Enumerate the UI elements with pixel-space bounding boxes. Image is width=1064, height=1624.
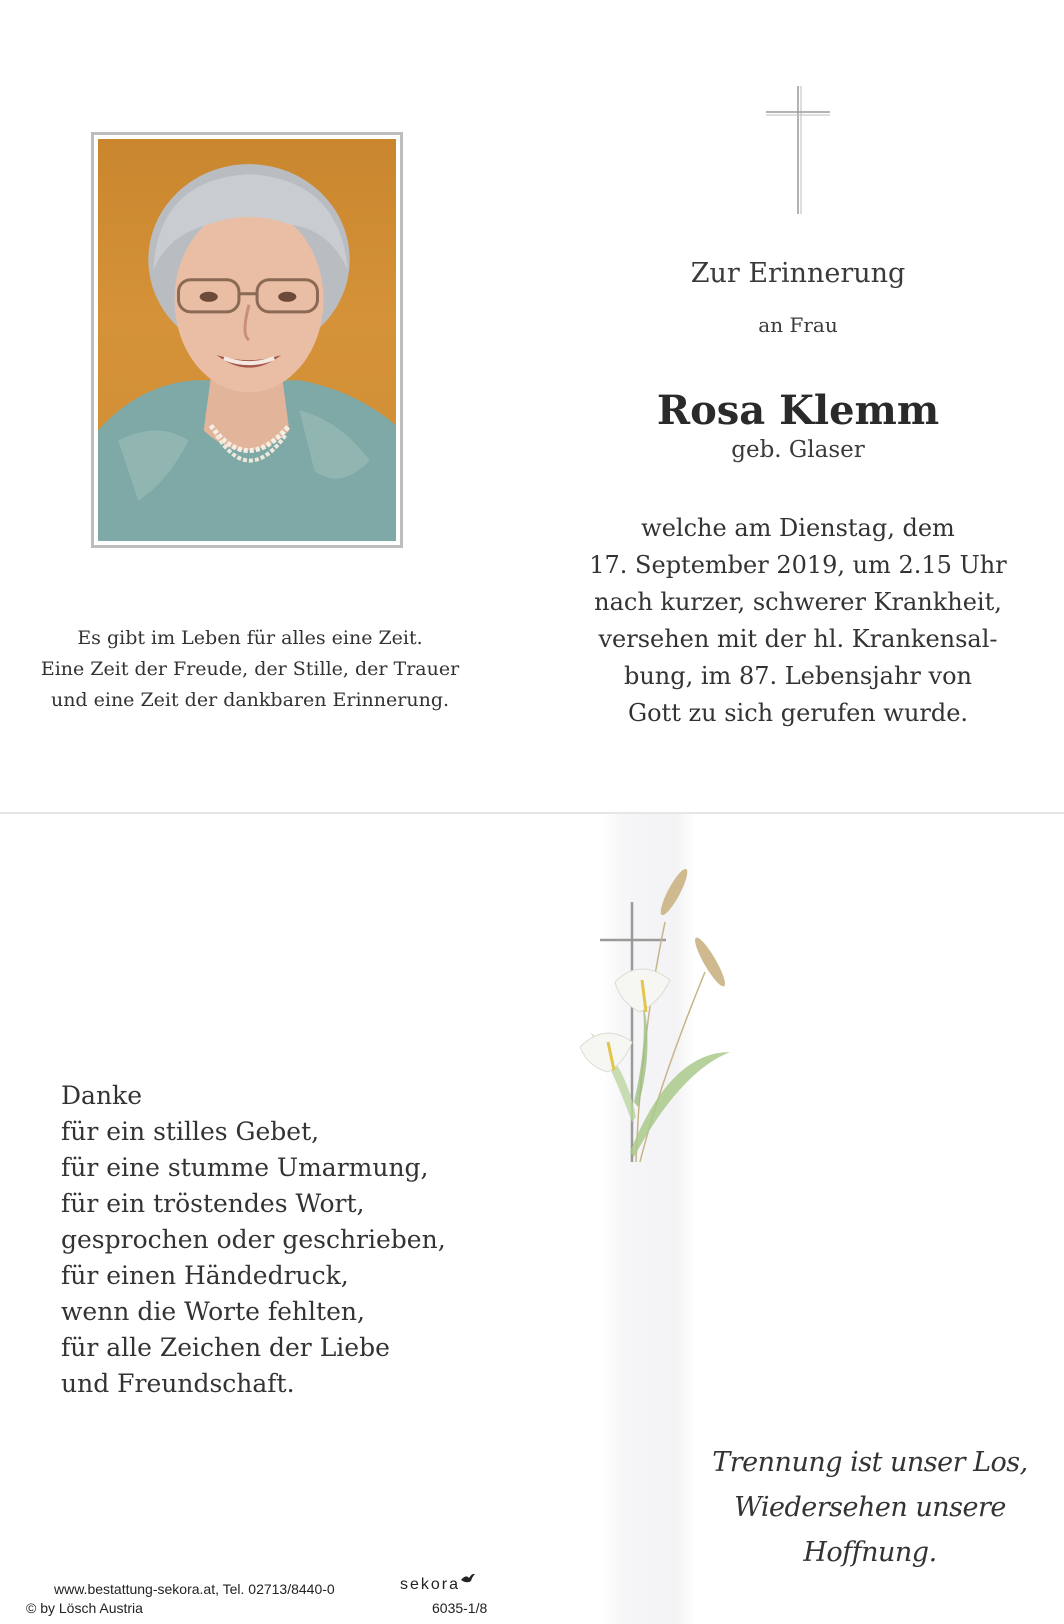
bird-icon (460, 1572, 476, 1586)
product-code: 6035-1/8 (432, 1600, 488, 1616)
cross-icon (766, 86, 830, 214)
deceased-name: Rosa Klemm (656, 387, 940, 434)
copyright: © by Lösch Austria (26, 1600, 143, 1616)
memory-title: Zur Erinnerung (690, 258, 906, 289)
motto (690, 1440, 1050, 1575)
portrait-illustration (98, 139, 396, 541)
portrait-photo (98, 139, 396, 541)
thanks-line: und Freundschaft. (61, 1369, 295, 1398)
footer-contact: www.bestattung-sekora.at, Tel. 02713/8440-0 (54, 1581, 335, 1597)
obituary-line: versehen mit der hl. Krankensal- (598, 625, 998, 653)
thanks-line: für eine stumme Umarmung, (61, 1153, 429, 1182)
obituary-line: Gott zu sich gerufen wurde. (627, 699, 969, 727)
memory-subtitle: an Frau (758, 313, 838, 337)
thanks-line: gesprochen oder geschrieben, (61, 1225, 446, 1254)
quote-line: Es gibt im Leben für alles eine Zeit. (77, 627, 423, 649)
thanks-line: wenn die Worte fehlten, (61, 1297, 365, 1326)
thanks-poem (61, 1078, 481, 1402)
thanks-line: für einen Händedruck, (61, 1261, 349, 1290)
fold-divider (0, 812, 1064, 814)
life-quote (30, 623, 470, 716)
birth-name: geb. Glaser (731, 437, 865, 463)
obituary-line: welche am Dienstag, dem (641, 514, 955, 542)
obituary-line: bung, im 87. Lebensjahr von (623, 662, 972, 690)
portrait-frame (91, 132, 403, 548)
motto-line: Trennung ist unser Los, (712, 1447, 1028, 1478)
thanks-line: für ein tröstendes Wort, (61, 1189, 365, 1218)
thanks-line: für ein stilles Gebet, (61, 1117, 320, 1146)
lily-cross-icon (570, 862, 750, 1182)
quote-line: und eine Zeit der dankbaren Erinnerung. (50, 689, 450, 711)
obituary-text (580, 510, 1016, 732)
obituary-line: nach kurzer, schwerer Krankheit, (594, 588, 1002, 616)
thanks-line: für alle Zeichen der Liebe (61, 1333, 390, 1362)
thanks-line: Danke (61, 1081, 142, 1110)
motto-line: Wiedersehen unsere Hoffnung. (734, 1492, 1006, 1568)
sekora-logo: sekora (400, 1576, 461, 1593)
quote-line: Eine Zeit der Freude, der Stille, der Trauer (40, 658, 460, 680)
obituary-line: 17. September 2019, um 2.15 Uhr (589, 551, 1007, 579)
